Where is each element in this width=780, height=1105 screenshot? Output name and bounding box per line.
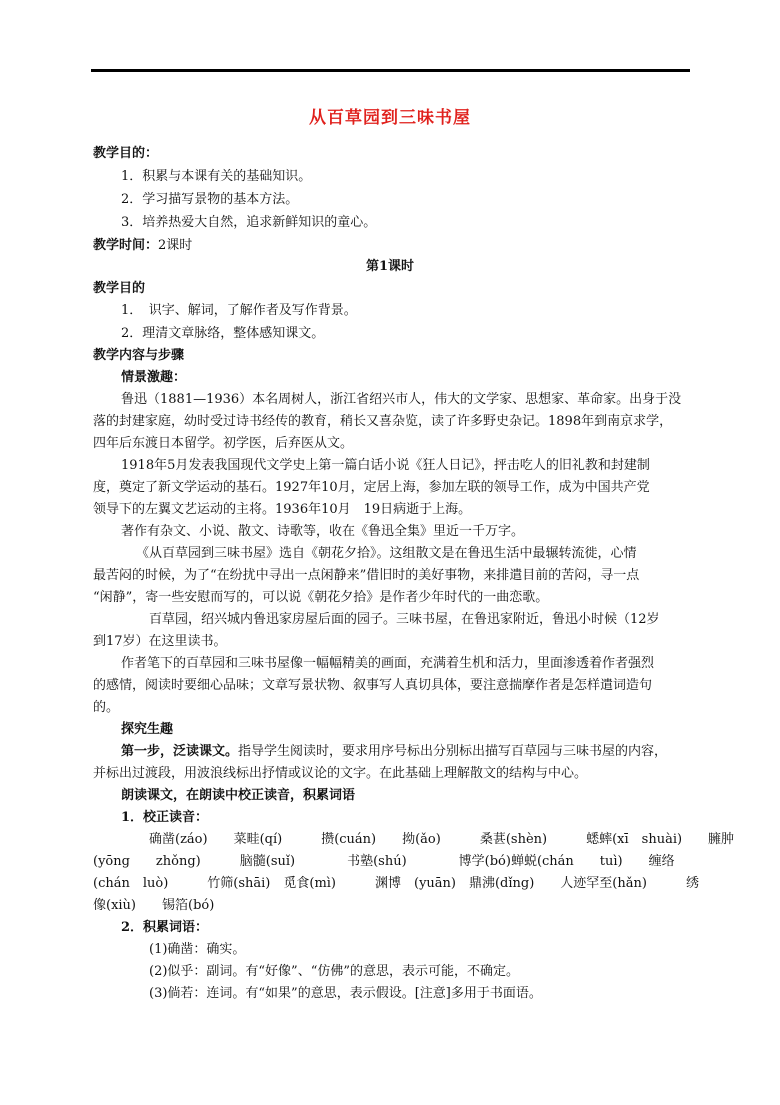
paragraph-line: 百草园，绍兴城内鲁迅家房屋后面的园子。三味书屋，在鲁迅家附近，鲁迅小时候（12岁 [149, 612, 660, 627]
time-value: 2课时 [158, 238, 193, 253]
paragraph-line: “闲静”，寄一些安慰而写的，可以说《朝花夕拾》是作者少年时代的一曲恋歌。 [93, 590, 549, 605]
step1-text: 指导学生阅读时，要求用序号标出分别标出描写百草园与三味书屋的内容， [238, 744, 668, 759]
paragraph-line: 落的封建家庭，幼时受过诗书经传的教育，稍长又喜杂览，读了许多野史杂记。1898年到南京求学， [93, 414, 673, 429]
paragraph-line: 的感情，阅读时要细心品味；文章写景状物、叙事写人真切具体，要注意揣摩作者是怎样遣词造句 [93, 678, 653, 693]
step1-line [121, 743, 667, 760]
lesson-goals-heading: 教学目的 [93, 281, 146, 296]
top-rule [91, 69, 690, 72]
paragraph-line: 到17岁）在这里读书。 [93, 634, 227, 649]
paragraph-line: 1918年5月发表我国现代文学史上第一篇白话小说《狂人日记》，抨击吃人的旧礼教和封建制 [121, 458, 650, 473]
pronounce-line: 确凿(záo) 菜畦(qí) 攒(cuán) 拗(ǎo) 桑葚(shèn) 蟋蟀(xī shuài) 臃肿 [149, 832, 735, 847]
vocab-item: (2)似乎：副词。有“好像”、“仿佛”的意思，表示可能，不确定。 [149, 964, 519, 979]
vocab-heading: 2．积累词语： [121, 920, 209, 935]
step1-line2: 并标出过渡段，用波浪线标出抒情或议论的文字。在此基础上理解散文的结构与中心。 [93, 766, 588, 781]
pronounce-line: (yōng zhǒng) 脑髓(suǐ) 书塾(shú) 博学(bó)蝉蜕(chán tuì) 缠络 [93, 854, 675, 869]
goal-item: 1．积累与本课有关的基础知识。 [121, 169, 312, 184]
paragraph-line: 四年后东渡日本留学。初学医，后弃医从文。 [93, 436, 354, 451]
paragraph-line: 《从百草园到三味书屋》选自《朝花夕拾》。这组散文是在鲁迅生活中最辗转流徙，心情 [136, 546, 637, 561]
lesson-heading: 第1课时 [365, 259, 415, 274]
content-heading: 教学内容与步骤 [93, 348, 185, 363]
vocab-item: (1)确凿：确实。 [149, 942, 246, 957]
intro-heading: 情景激趣： [121, 370, 187, 385]
vocab-item: (3)倘若：连词。有“如果”的意思，表示假设。[注意]多用于书面语。 [149, 986, 542, 1001]
pronounce-line: 像(xiù) 锡箔(bó) [93, 898, 215, 913]
pronounce-heading: 1．校正读音： [121, 810, 209, 825]
lesson-goal-item: 2．理清文章脉络，整体感知课文。 [121, 326, 325, 341]
read-heading: 朗读课文，在朗读中校正读音，积累词语 [121, 788, 356, 803]
paragraph-line: 度，奠定了新文学运动的基石。1927年10月，定居上海，参加左联的领导工作，成为中国共产党 [93, 480, 650, 495]
lesson-goal-item: 1． 识字、解词，了解作者及写作背景。 [121, 303, 357, 318]
pronounce-line: (chán luò) 竹筛(shāi) 觅食(mì) 渊博 (yuān) 鼎沸(dǐng) 人迹罕至(hǎn) 绣 [93, 876, 699, 891]
page-title: 从百草园到三味书屋 [309, 108, 471, 128]
explore-heading: 探究生趣 [121, 722, 174, 737]
paragraph-line: 最苦闷的时候，为了“在纷扰中寻出一点闲静来”借旧时的美好事物，来排遣目前的苦闷，寻一点 [93, 568, 640, 583]
goal-item: 3．培养热爱大自然，追求新鲜知识的童心。 [121, 215, 377, 230]
time-label: 教学时间： [93, 238, 159, 253]
teaching-time [93, 237, 192, 254]
goal-item: 2．学习描写景物的基本方法。 [121, 192, 299, 207]
paragraph-line: 作者笔下的百草园和三味书屋像一幅幅精美的画面，充满着生机和活力，里面渗透着作者强烈 [121, 656, 655, 671]
paragraph-line: 著作有杂文、小说、散文、诗歌等，收在《鲁迅全集》里近一千万字。 [121, 524, 525, 539]
paragraph-line: 的。 [93, 700, 120, 715]
step1-label: 第一步，泛读课文。 [121, 744, 239, 759]
paragraph-line: 鲁迅（1881—1936）本名周树人，浙江省绍兴市人，伟大的文学家、思想家、革命家。出身于没 [121, 392, 682, 407]
paragraph-line: 领导下的左翼文艺运动的主将。1936年10月 19日病逝于上海。 [93, 502, 472, 517]
goals-heading: 教学目的： [93, 146, 159, 161]
